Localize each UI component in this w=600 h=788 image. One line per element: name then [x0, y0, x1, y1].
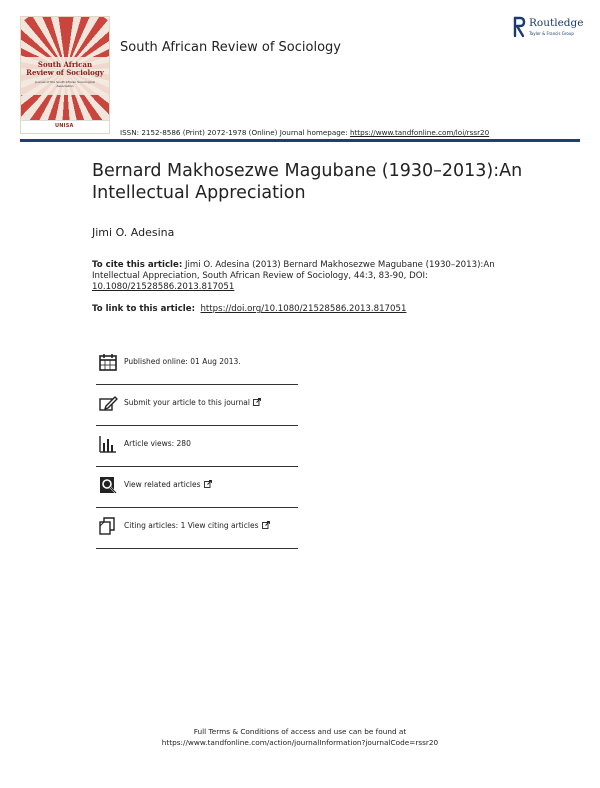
journal-title[interactable]: South African Review of Sociology — [120, 40, 341, 55]
copy-icon — [98, 516, 118, 536]
doi-short-link[interactable]: 10.1080/21528586.2013.817051 — [92, 282, 235, 292]
external-link-icon — [262, 521, 270, 529]
article-link-line — [92, 304, 406, 314]
citing-articles-link[interactable]: Citing articles: 1 View citing articles — [124, 521, 270, 530]
journal-cover-image[interactable] — [20, 16, 110, 134]
article-info-box — [96, 344, 298, 549]
related-articles-link[interactable]: View related articles — [124, 480, 212, 489]
published-date: Published online: 01 Aug 2013. — [124, 357, 241, 366]
related-articles-row[interactable] — [96, 467, 298, 508]
cite-text: Jimi O. Adesina (2013) Bernard Makhosezwe Magubane (1930–2013):An Intellectual Appreciation, South African Review of Sociology, 44:3, 83-90, DOI: — [92, 260, 495, 281]
calendar-icon — [98, 352, 118, 372]
article-author: Jimi O. Adesina — [92, 226, 175, 239]
publisher-logo[interactable] — [512, 16, 590, 46]
external-link-icon — [204, 480, 212, 488]
unisa-logo: UNISA — [55, 123, 74, 129]
link-label: To link to this article: — [92, 304, 196, 314]
submit-article-link[interactable]: Submit your article to this journal — [124, 398, 261, 407]
article-title: Bernard Makhosezwe Magubane (1930–2013):An Intellectual Appreciation — [92, 161, 523, 203]
cite-label: To cite this article: — [92, 260, 183, 270]
header-divider — [20, 139, 580, 142]
search-document-icon — [98, 475, 118, 495]
citing-articles-row[interactable] — [96, 508, 298, 549]
external-link-icon — [253, 398, 261, 406]
cover-title: South African Review of Sociology — [26, 60, 104, 77]
edit-icon — [98, 393, 118, 413]
published-row — [96, 344, 298, 385]
journal-homepage-link[interactable]: https://www.tandfonline.com/loi/rssr20 — [349, 128, 490, 137]
terms-url-link[interactable]: https://www.tandfonline.com/action/journalInformation?journalCode=rssr20 — [161, 738, 439, 747]
citation-block — [92, 260, 532, 293]
publisher-name: Routledge — [529, 17, 584, 29]
doi-url-link[interactable]: https://doi.org/10.1080/21528586.2013.817051 — [200, 304, 407, 314]
routledge-r-icon — [512, 16, 526, 38]
issn-text: ISSN: 2152-8586 (Print) 2072-1978 (Online) Journal homepage: — [120, 128, 350, 137]
publisher-tagline: Taylor & Francis Group — [529, 31, 574, 36]
bar-chart-icon — [98, 434, 118, 454]
article-views: Article views: 280 — [124, 439, 191, 448]
terms-line: Full Terms & Conditions of access and use can be found at — [193, 727, 407, 736]
cover-subtitle: Journal of the South African Sociological Association — [35, 80, 95, 88]
terms-footer — [0, 726, 600, 748]
article-views-row — [96, 426, 298, 467]
submit-article-row[interactable] — [96, 385, 298, 426]
issn-line — [120, 128, 489, 137]
